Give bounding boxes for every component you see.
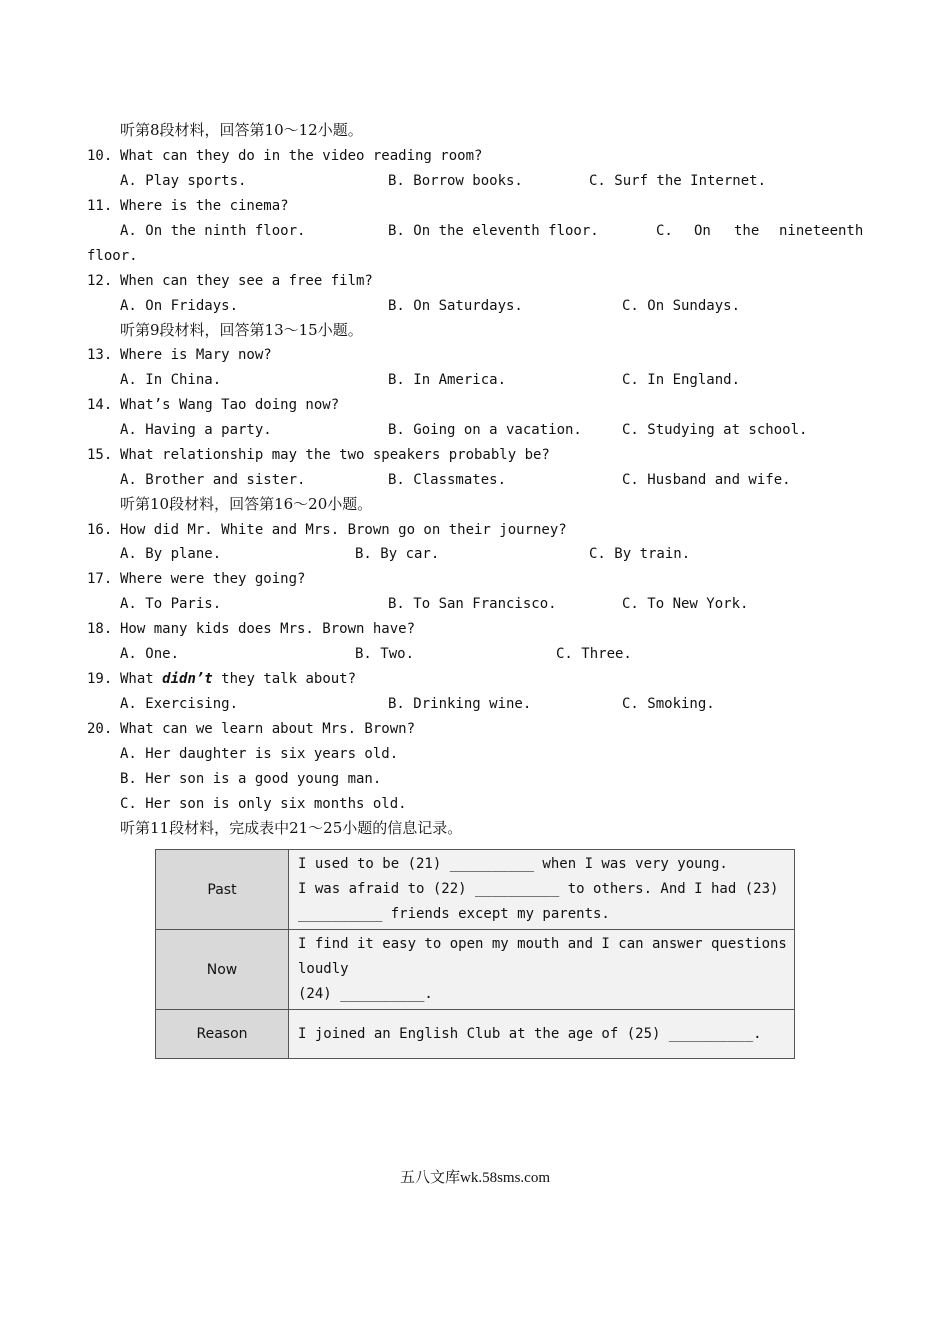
option-b: B. To San Francisco. <box>388 596 557 612</box>
table-row <box>156 930 795 1010</box>
question-text <box>120 669 356 689</box>
option-a: A. Exercising. <box>120 696 239 712</box>
question-text: What’s Wang Tao doing now? <box>120 397 340 413</box>
option-b: B. Two. <box>355 646 415 662</box>
option-b: B. On the eleventh floor. <box>388 223 599 239</box>
question-text: Where is the cinema? <box>120 198 289 214</box>
option-b: B. Drinking wine. <box>388 696 532 712</box>
option-c: C. Husband and wife. <box>622 472 791 488</box>
question-text: Where is Mary now? <box>120 347 272 363</box>
row-content <box>289 1010 795 1059</box>
table-row <box>156 850 795 930</box>
option-a: A. Her daughter is six years old. <box>120 746 399 762</box>
option-a: A. Play sports. <box>120 173 247 189</box>
content-line: (24) __________. <box>298 986 433 1002</box>
content-line: I used to be (21) __________ when I was very young. <box>298 856 728 872</box>
option-b: B. Borrow books. <box>388 173 523 189</box>
option-c-word: nineteenth <box>779 223 864 239</box>
content-line: __________ friends except my parents. <box>298 906 610 922</box>
option-c: C. Her son is only six months old. <box>120 796 407 812</box>
option-a: A. One. <box>120 646 180 662</box>
question-text-part: they talk about? <box>221 671 357 687</box>
row-content <box>289 850 795 930</box>
option-b: B. Classmates. <box>388 472 507 488</box>
question-number: 19. <box>87 671 113 687</box>
row-label: Reason <box>156 1010 289 1059</box>
content-line: I joined an English Club at the age of (25) __________. <box>298 1025 762 1042</box>
question-text: How many kids does Mrs. Brown have? <box>120 621 416 637</box>
option-c: C. Smoking. <box>622 696 715 712</box>
question-number: 14. <box>87 397 113 413</box>
content-line: loudly <box>298 961 349 977</box>
section-heading: 听第10段材料，回答第16～20小题。 <box>120 495 373 513</box>
question-text-part: What <box>120 671 154 687</box>
option-a: A. To Paris. <box>120 596 222 612</box>
option-b: B. Her son is a good young man. <box>120 771 382 787</box>
question-text: When can they see a free film? <box>120 273 373 289</box>
emphasis-word: didn’t <box>162 671 213 687</box>
option-a: A. By plane. <box>120 546 222 562</box>
content-line: I find it easy to open my mouth and I can answer questions <box>298 936 787 952</box>
option-a: A. Having a party. <box>120 422 272 438</box>
row-label: Now <box>156 930 289 1010</box>
option-c: C. In England. <box>622 372 741 388</box>
question-number: 15. <box>87 447 113 463</box>
option-b: B. On Saturdays. <box>388 298 523 314</box>
content-line: I was afraid to (22) __________ to others. And I had (23) <box>298 881 779 897</box>
option-b: B. Going on a vacation. <box>388 422 582 438</box>
option-c: C. Three. <box>556 646 632 662</box>
option-b: B. In America. <box>388 372 507 388</box>
option-c-wrap: floor. <box>87 248 138 264</box>
option-c-label: C. <box>656 223 673 239</box>
option-b: B. By car. <box>355 546 440 562</box>
row-content <box>289 930 795 1010</box>
question-number: 18. <box>87 621 113 637</box>
question-text: How did Mr. White and Mrs. Brown go on their journey? <box>120 522 567 538</box>
question-number: 17. <box>87 571 113 587</box>
option-a: A. On the ninth floor. <box>120 223 306 239</box>
section-heading: 听第8段材料，回答第10～12小题。 <box>120 121 363 139</box>
question-number: 16. <box>87 522 113 538</box>
question-number: 12. <box>87 273 113 289</box>
table-row <box>156 1010 795 1059</box>
option-a: A. On Fridays. <box>120 298 239 314</box>
option-c-word: the <box>734 223 760 239</box>
question-number: 13. <box>87 347 113 363</box>
question-number: 11. <box>87 198 113 214</box>
option-c-word: On <box>694 223 711 239</box>
option-a: A. In China. <box>120 372 222 388</box>
page-footer: 五八文库wk.58sms.com <box>399 1170 550 1186</box>
option-a: A. Brother and sister. <box>120 472 306 488</box>
option-c: C. On Sundays. <box>622 298 741 314</box>
option-c: C. Surf the Internet. <box>589 173 767 189</box>
option-c: C. To New York. <box>622 596 749 612</box>
question-text: What relationship may the two speakers probably be? <box>120 447 550 463</box>
question-number: 10. <box>87 148 113 164</box>
question-text: What can they do in the video reading room? <box>120 148 483 164</box>
section-heading: 听第9段材料，回答第13～15小题。 <box>120 321 363 339</box>
question-text: Where were they going? <box>120 571 306 587</box>
row-label: Past <box>156 850 289 930</box>
option-c: C. By train. <box>589 546 691 562</box>
question-number: 20. <box>87 721 113 737</box>
info-record-table <box>155 849 795 1059</box>
question-text: What can we learn about Mrs. Brown? <box>120 721 416 737</box>
section-heading: 听第11段材料，完成表中21～25小题的信息记录。 <box>120 819 463 837</box>
option-c: C. Studying at school. <box>622 422 808 438</box>
